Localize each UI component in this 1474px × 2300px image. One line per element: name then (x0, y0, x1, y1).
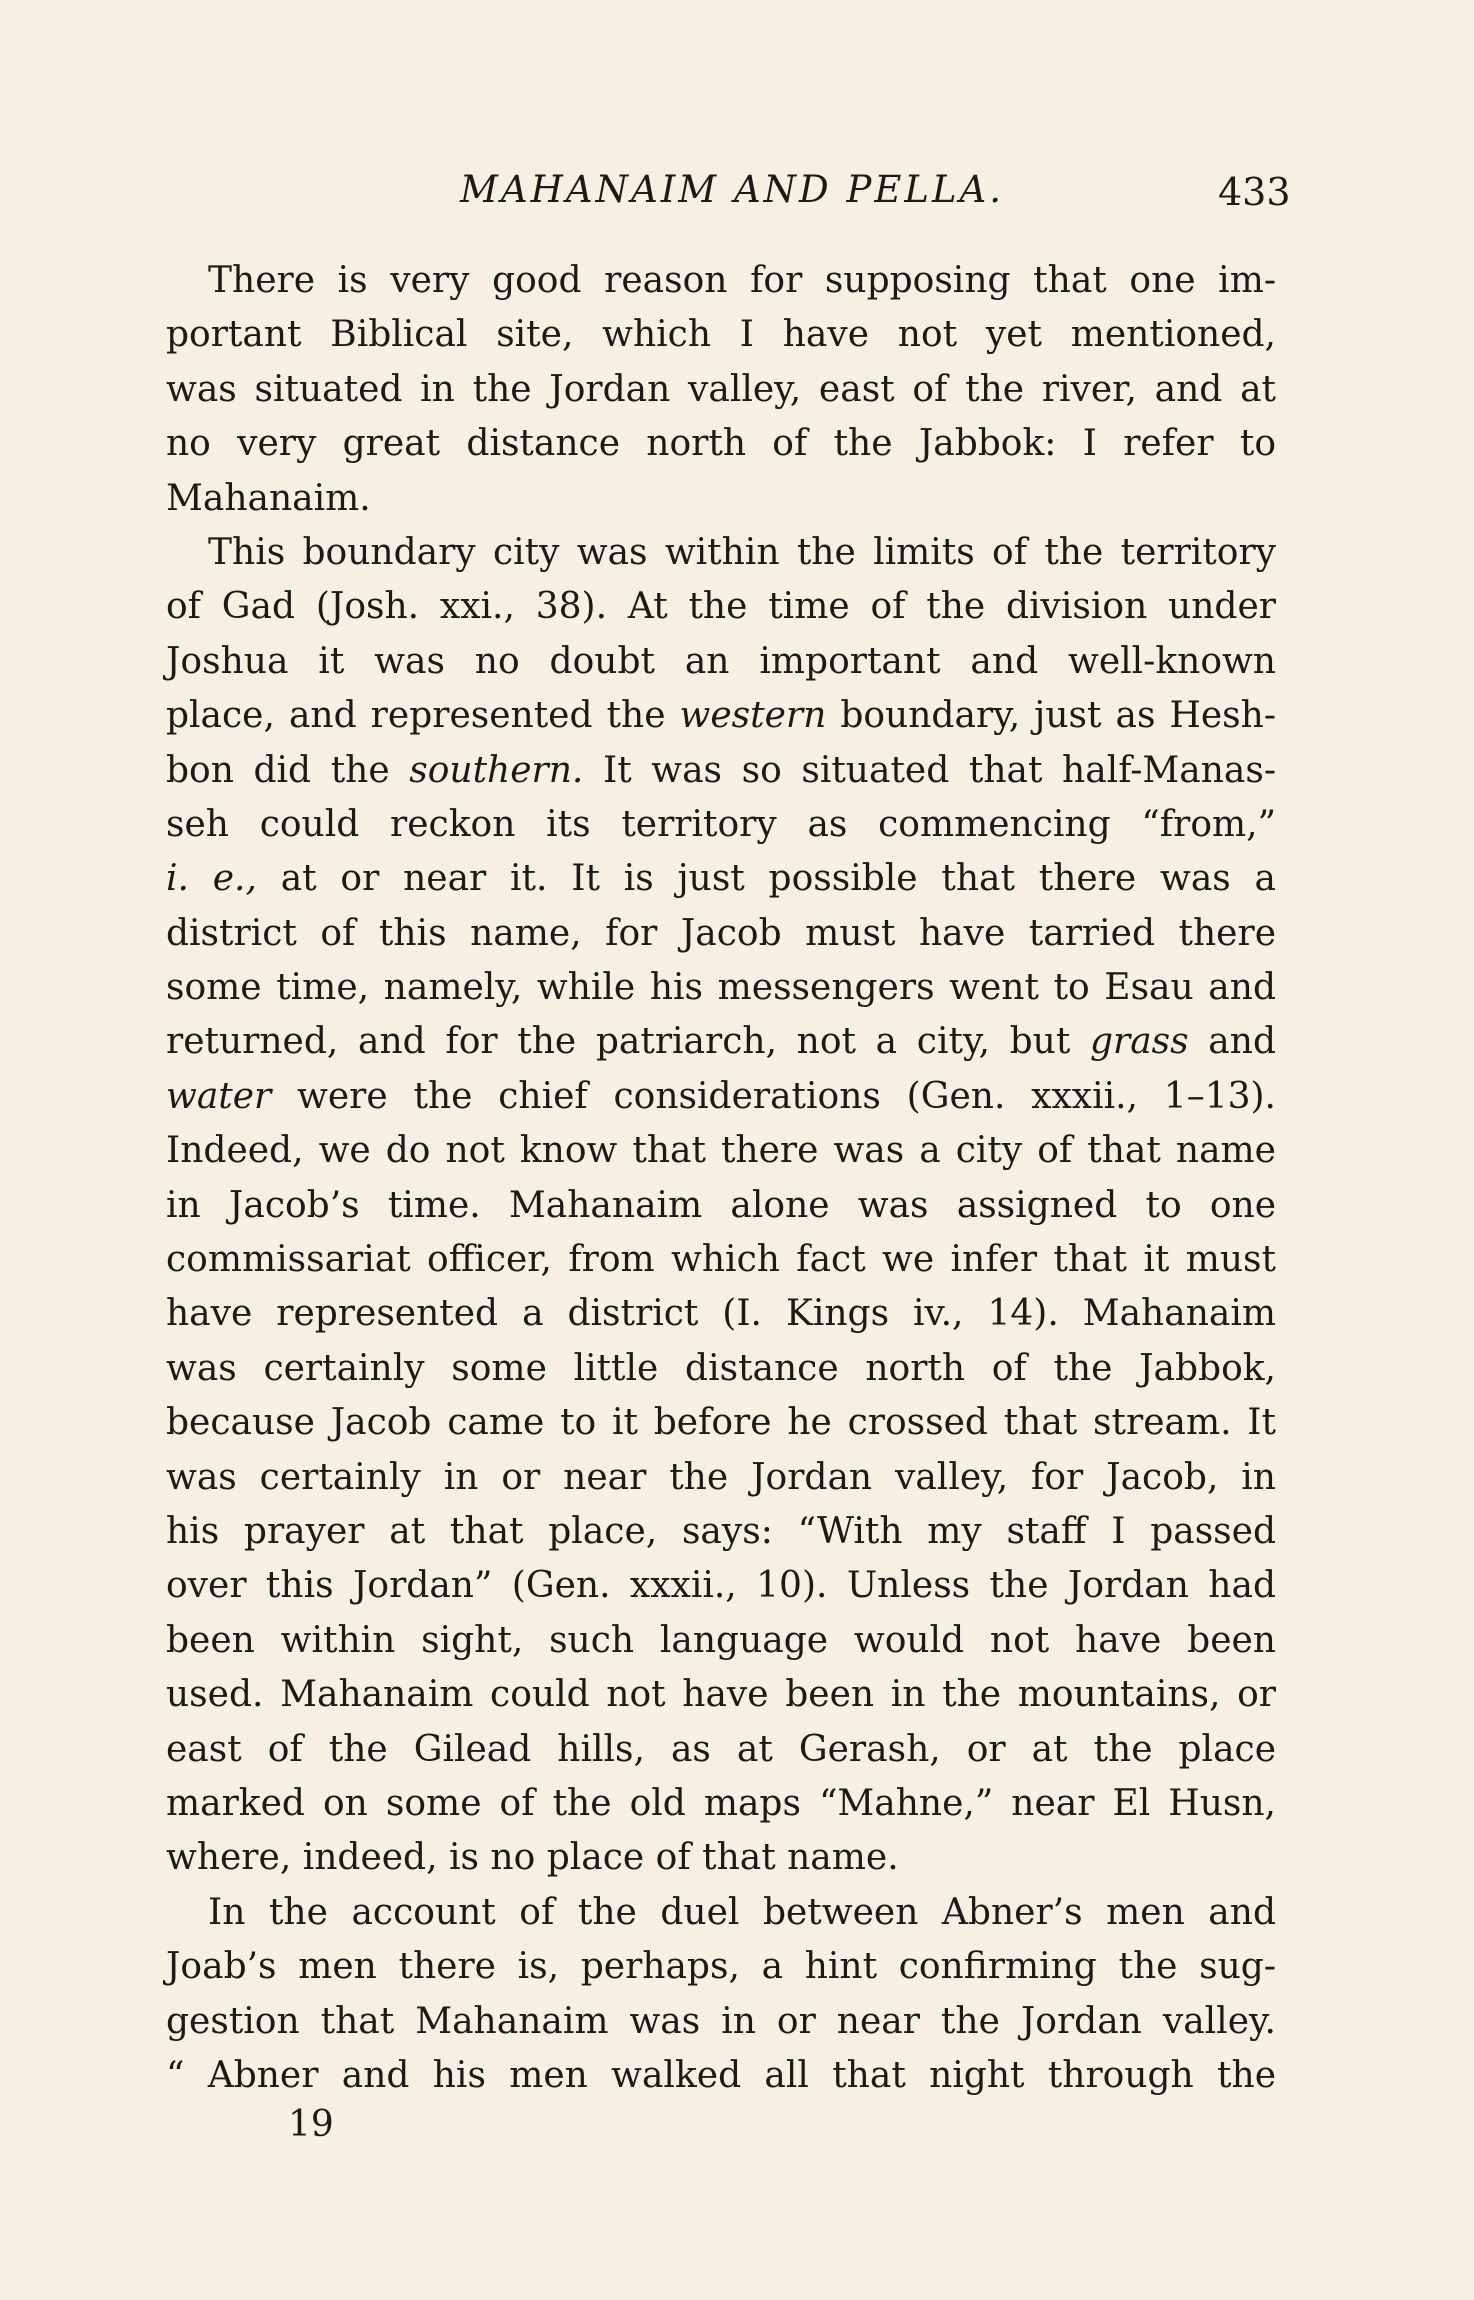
text-line: This boundary city was within the limits of the territory (208, 531, 1276, 573)
text-line: place, and represented the western boundary, just as Hesh- (166, 695, 1276, 737)
text-line: was certainly in or near the Jordan valley, for Jacob, in (166, 1456, 1276, 1498)
text-line: of Gad (Josh. xxi., 38). At the time of the division under (166, 586, 1276, 628)
text-line: in Jacob’s time. Mahanaim alone was assigned to one (166, 1184, 1276, 1226)
text-line: east of the Gilead hills, as at Gerash, or at the place (166, 1728, 1276, 1770)
text-line: no very great distance north of the Jabbok: I refer to (166, 423, 1276, 465)
text-line: Joshua it was no doubt an important and well-known (166, 640, 1276, 682)
text-line: have represented a district (I. Kings iv., 14). Mahanaim (166, 1293, 1276, 1335)
body-text (166, 254, 1276, 2103)
text-line: been within sight, such language would not have been (166, 1619, 1276, 1661)
text-line: bon did the southern. It was so situated that half-Manas- (166, 749, 1277, 791)
text-line: over this Jordan” (Gen. xxxii., 10). Unless the Jordan had (166, 1565, 1276, 1607)
text-line: used. Mahanaim could not have been in the mountains, or (166, 1674, 1276, 1716)
text-line: commissariat officer, from which fact we infer that it must (166, 1239, 1276, 1281)
text-line: where, indeed, is no place of that name. (166, 1837, 899, 1879)
text-line: “ Abner and his men walked all that night through the (166, 2054, 1276, 2096)
text-line: There is very good reason for supposing that one im- (208, 260, 1276, 301)
text-line: seh could reckon its territory as commencing “from,” (166, 803, 1276, 845)
text-line: his prayer at that place, says: “With my staff I passed (166, 1510, 1276, 1552)
text-line: portant Biblical site, which I have not yet mentioned, (166, 314, 1276, 356)
running-title: MAHANAIM AND PELLA. (460, 168, 1004, 211)
text-line: because Jacob came to it before he crossed that stream. It (166, 1402, 1276, 1444)
text-line: returned, and for the patriarch, not a city, but grass and (166, 1021, 1276, 1063)
text-line: Indeed, we do not know that there was a city of that name (166, 1130, 1276, 1172)
signature-mark: 19 (288, 2104, 334, 2145)
text-line: In the account of the duel between Abner’s men and (208, 1891, 1276, 1933)
text-line: gestion that Mahanaim was in or near the Jordan valley. (166, 2000, 1276, 2042)
page-number: 433 (1218, 170, 1291, 214)
text-line: was certainly some little distance north of the Jabbok, (166, 1347, 1276, 1389)
text-line: water were the chief considerations (Gen. xxxii., 1–13). (166, 1075, 1276, 1117)
text-line: some time, namely, while his messengers went to Esau and (166, 967, 1276, 1009)
text-line: Mahanaim. (166, 477, 371, 519)
text-line: was situated in the Jordan valley, east of the river, and at (166, 368, 1276, 410)
text-line: marked on some of the old maps “Mahne,” near El Husn, (166, 1782, 1276, 1824)
text-line: district of this name, for Jacob must have tarried there (166, 912, 1276, 954)
text-line: Joab’s men there is, perhaps, a hint confirming the sug- (166, 1946, 1276, 1988)
text-line: i. e., at or near it. It is just possible that there was a (166, 858, 1277, 900)
